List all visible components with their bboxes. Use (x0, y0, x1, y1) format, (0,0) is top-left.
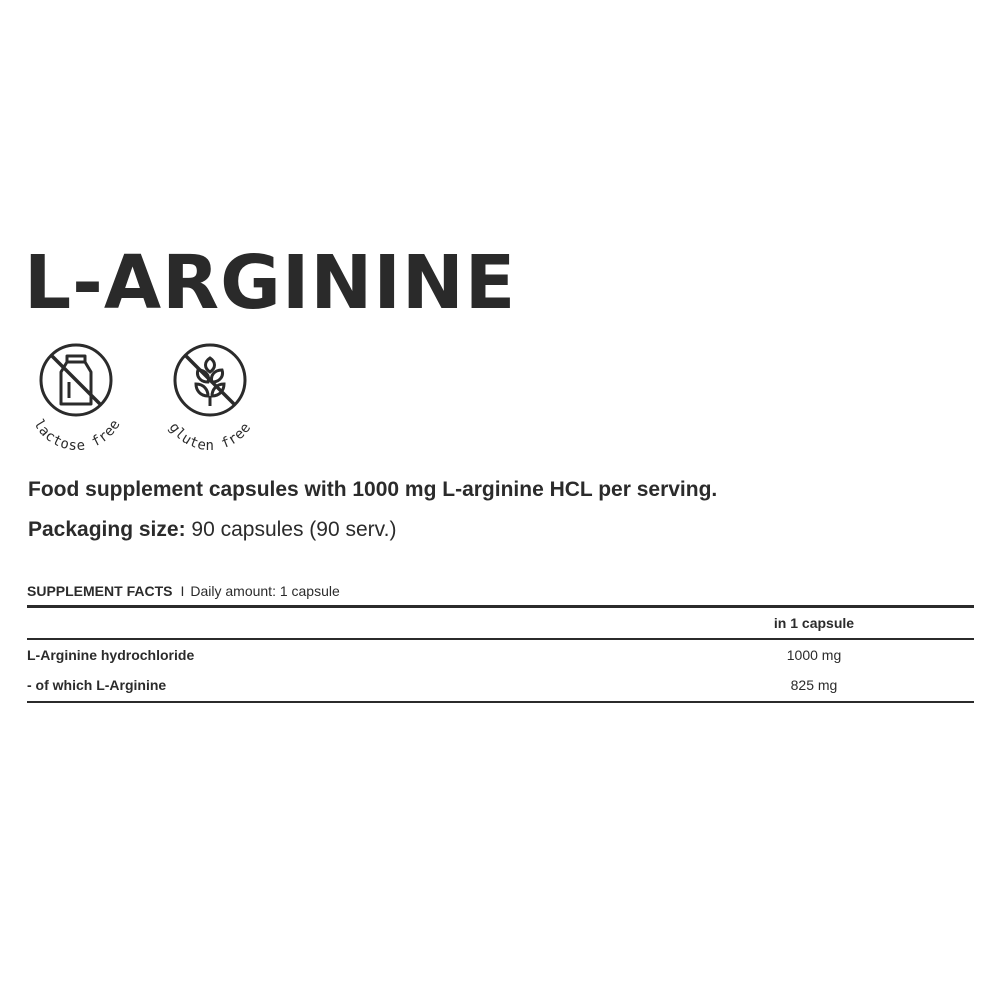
product-title: L-ARGININE (24, 240, 517, 326)
packaging-label: Packaging size: (28, 518, 186, 541)
product-description: Food supplement capsules with 1000 mg L-arginine HCL per serving. (28, 478, 718, 501)
svg-text:gluten free (166, 420, 255, 454)
lactose-free-badge (17, 340, 137, 460)
gluten-free-badge (150, 340, 270, 460)
daily-amount: Daily amount: 1 capsule (190, 583, 340, 599)
table-row-label: - of which L-Arginine (27, 677, 167, 693)
table-column-header: in 1 capsule (773, 615, 855, 631)
table-header-rule (27, 638, 974, 640)
supplement-facts-heading: SUPPLEMENT FACTS (27, 583, 173, 599)
lactose-free-label: lactose free (30, 416, 124, 455)
no-gluten-icon (150, 340, 270, 460)
table-row-value: 1000 mg (786, 647, 842, 663)
packaging-size (28, 518, 396, 542)
packaging-value: 90 capsules (90 serv.) (185, 518, 397, 541)
header-separator: I (180, 583, 185, 599)
svg-text:lactose free (30, 417, 124, 454)
supplement-facts-header (27, 583, 340, 599)
table-row-value: 825 mg (790, 677, 838, 693)
table-row-label: L-Arginine hydrochloride (27, 647, 195, 663)
table-top-rule (27, 605, 974, 608)
table-bottom-rule (27, 701, 974, 703)
gluten-free-label: gluten free (165, 419, 255, 454)
no-lactose-icon (17, 340, 137, 460)
